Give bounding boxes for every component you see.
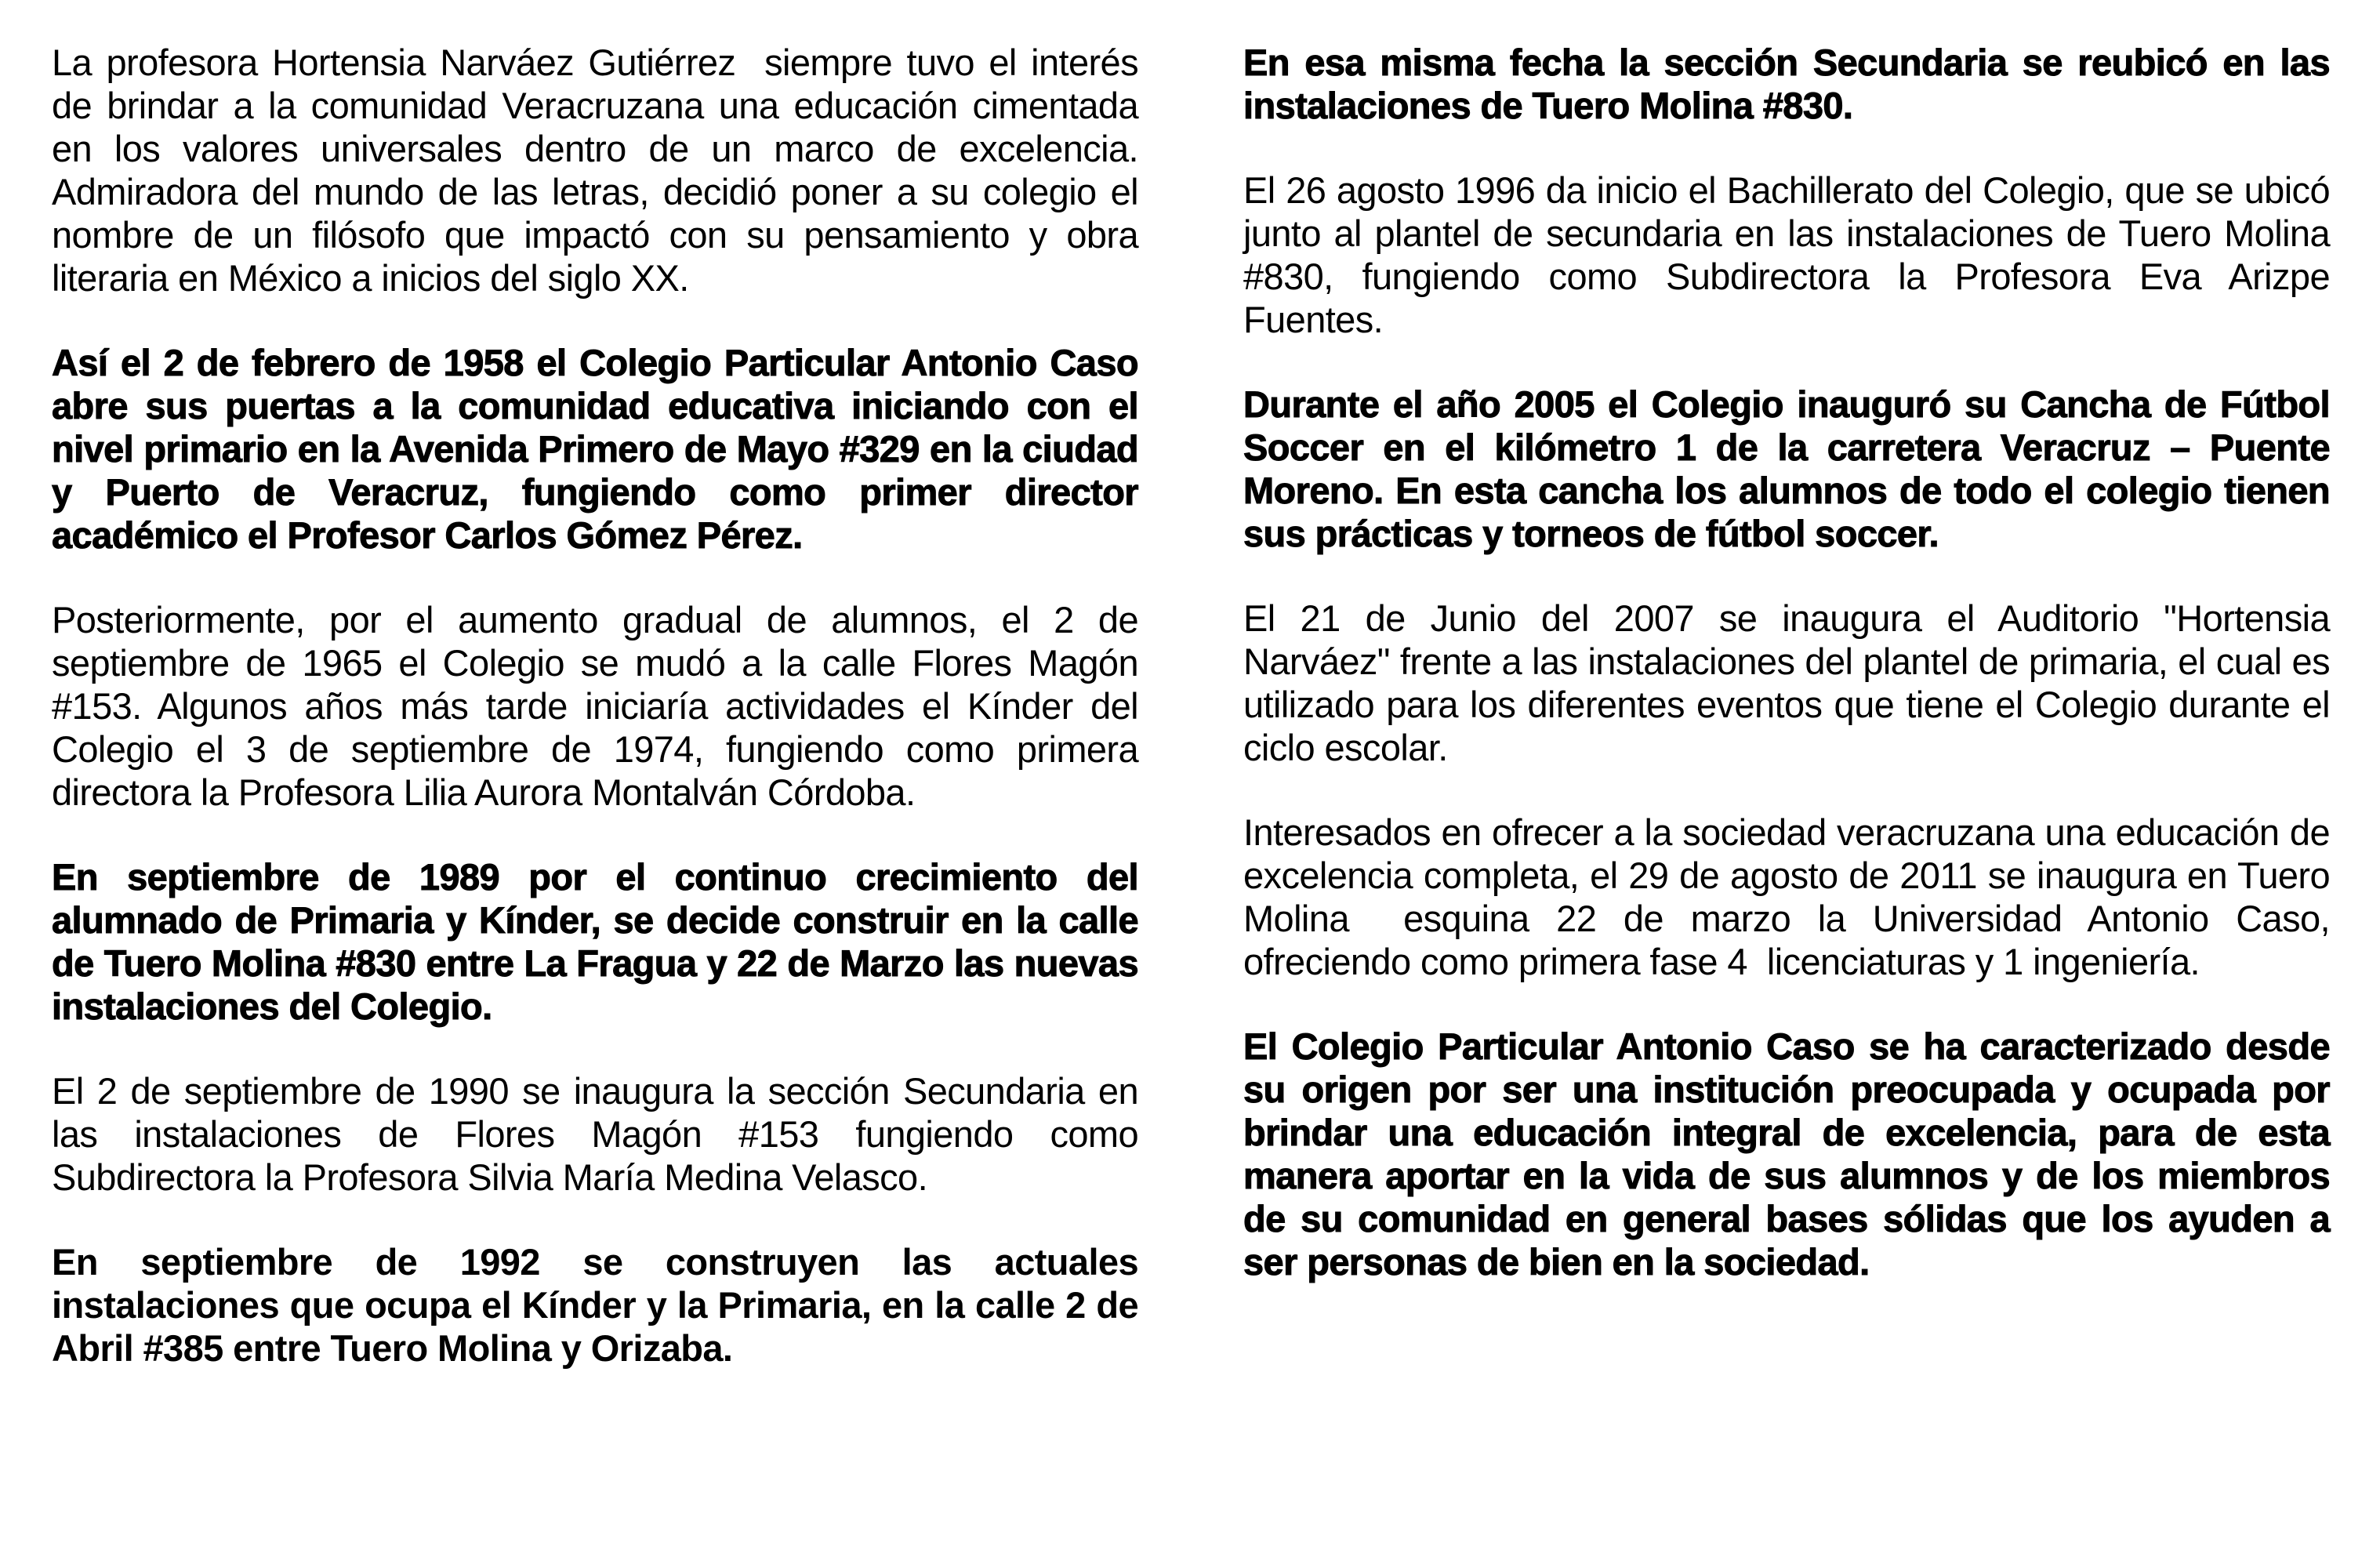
left-column <box>52 41 1158 1515</box>
paragraph-left-2: Así el 2 de febrero de 1958 el Colegio Particular Antonio Caso abre sus puertas a la comunidad educativa iniciando con el nivel primario en la Avenida Primero de Mayo #329 en la ciudad y Puerto de Veracruz, fungiendo como primer director académico el Profesor Carlos Gómez Pérez. <box>52 342 1148 556</box>
paragraph-left-6: En septiembre de 1992 se construyen las actuales instalaciones que ocupa el Kínder y la Primaria, en la calle 2 de Abril #385 entre Tuero Molina y Orizaba. <box>52 1241 1148 1369</box>
paragraph-right-4: El 21 de Junio del 2007 se inaugura el Auditorio "Hortensia Narváez" frente a las instalaciones del plantel de primaria, el cual es utilizado para los diferentes eventos que tiene el Colegio durante el ciclo escolar. <box>1243 597 2340 768</box>
paragraph-left-3: Posteriormente, por el aumento gradual de alumnos, el 2 de septiembre de 1965 el Colegio se mudó a la calle Flores Magón #153. Algunos años más tarde iniciaría actividades el Kínder del Colegio el 3 de septiembre de 1974, fungiendo como primera directora la Profesora Lilia Aurora Montalván Córdoba. <box>52 599 1148 813</box>
right-column <box>1243 41 2340 1515</box>
paragraph-right-3: Durante el año 2005 el Colegio inauguró su Cancha de Fútbol Soccer en el kilómetro 1 de la carretera Veracruz – Puente Moreno. En esta cancha los alumnos de todo el colegio tienen sus prácticas y torneos de fútbol soccer. <box>1243 383 2340 554</box>
paragraph-right-5: Interesados en ofrecer a la sociedad veracruzana una educación de excelencia completa, el 29 de agosto de 2011 se inaugura en Tuero Molina esquina 22 de marzo la Universidad Antonio Caso, ofreciendo como primera fase 4 licenciaturas y 1 ingeniería. <box>1243 811 2340 982</box>
paragraph-right-1: En esa misma fecha la sección Secundaria se reubicó en las instalaciones de Tuero Molina #830. <box>1243 42 2340 126</box>
paragraph-right-6: El Colegio Particular Antonio Caso se ha caracterizado desde su origen por ser una institución preocupada y ocupada por brindar una educación integral de excelencia, para de esta manera aportar en la vida de sus alumnos y de los miembros de su comunidad en general bases sólidas que los ayuden a ser personas de bien en la sociedad. <box>1243 1025 2340 1283</box>
paragraph-left-4: En septiembre de 1989 por el continuo crecimiento del alumnado de Primaria y Kínder, se decide construir en la calle de Tuero Molina #830 entre La Fragua y 22 de Marzo las nuevas instalaciones del Colegio. <box>52 856 1148 1027</box>
paragraph-left-5: El 2 de septiembre de 1990 se inaugura la sección Secundaria en las instalaciones de Flores Magón #153 fungiendo como Subdirectora la Profesora Silvia María Medina Velasco. <box>52 1070 1148 1198</box>
paragraph-right-2: El 26 agosto 1996 da inicio el Bachillerato del Colegio, que se ubicó junto al plantel de secundaria en las instalaciones de Tuero Molina #830, fungiendo como Subdirectora la Profesora Eva Arizpe Fuentes. <box>1243 169 2340 340</box>
paragraph-left-1: La profesora Hortensia Narváez Gutiérrez siempre tuvo el interés de brindar a la comunidad Veracruzana una educación cimentada en los valores universales dentro de un marco de excelencia. Admiradora del mundo de las letras, decidió poner a su colegio el nombre de un filósofo que impactó con su pensamiento y obra literaria en México a inicios del siglo XX. <box>52 42 1158 299</box>
